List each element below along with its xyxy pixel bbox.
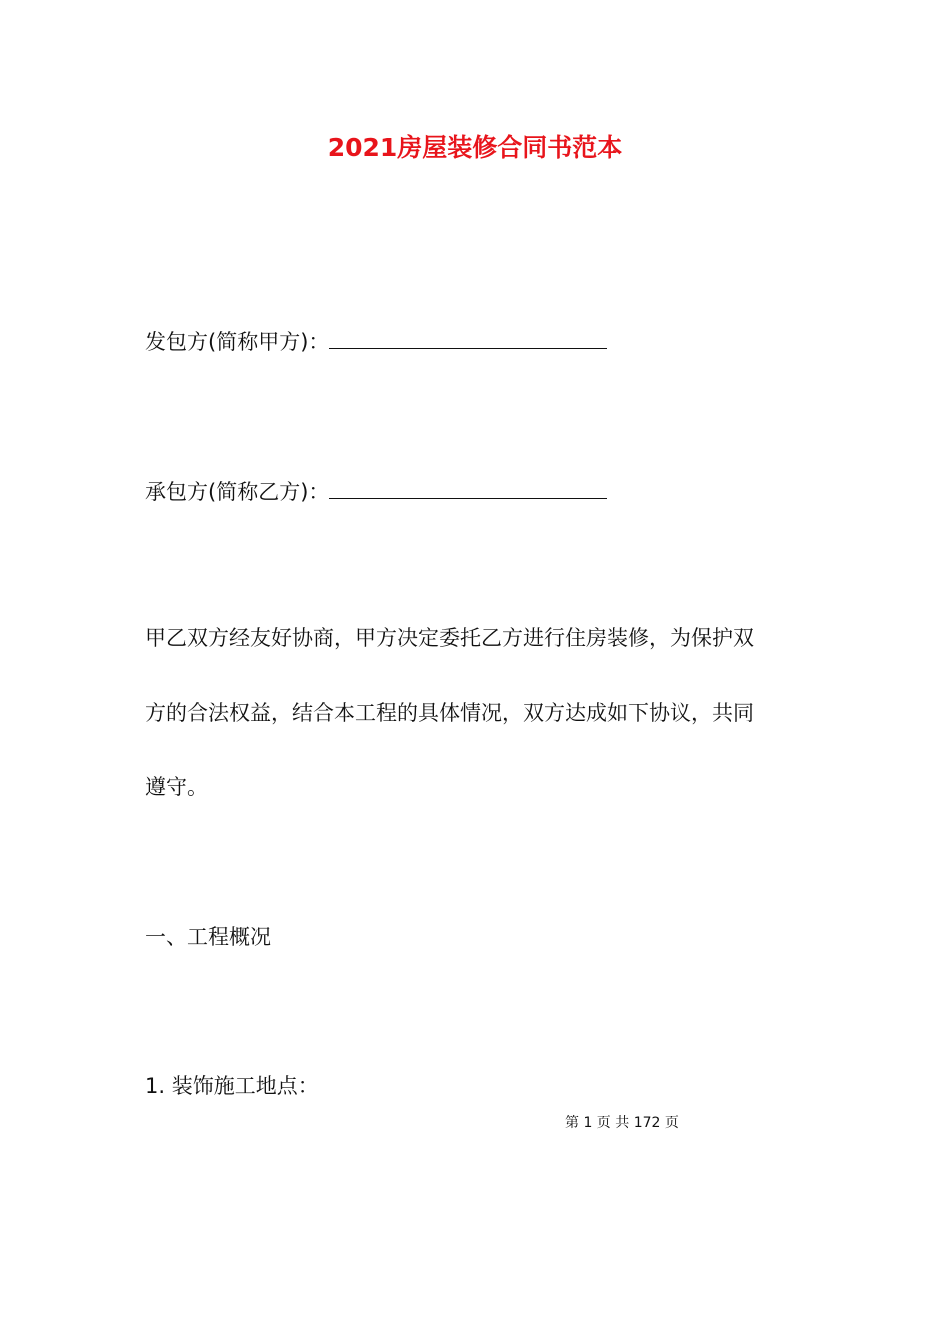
- page-number: 第 1 页 共 172 页: [565, 1115, 679, 1131]
- party-a-line: [145, 326, 607, 357]
- document-title: 2021房屋装修合同书范本: [327, 133, 623, 162]
- section-heading: 一、工程概况: [145, 925, 271, 949]
- party-b-line: [145, 476, 607, 507]
- party-b-blank: [329, 476, 607, 499]
- intro-paragraph-line: 甲乙双方经友好协商，甲方决定委托乙方进行住房装修，为保护双: [145, 626, 754, 650]
- party-a-blank: [329, 326, 607, 349]
- party-a-label: 发包方(简称甲方)：: [145, 330, 330, 354]
- party-b-label: 承包方(简称乙方)：: [145, 480, 330, 504]
- intro-paragraph-line: 方的合法权益，结合本工程的具体情况，双方达成如下协议，共同: [145, 701, 754, 725]
- intro-paragraph-line: 遵守。: [145, 775, 208, 799]
- item-label: 1. 装饰施工地点：: [145, 1074, 319, 1098]
